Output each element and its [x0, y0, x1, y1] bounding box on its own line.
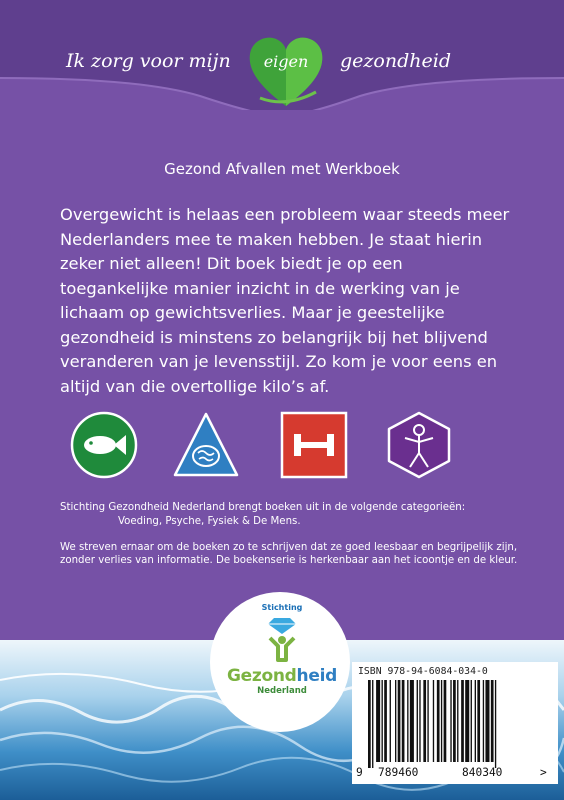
barcode-bar	[372, 680, 373, 768]
barcode	[366, 680, 552, 768]
barcode-bar	[417, 680, 418, 762]
barcode-bar	[477, 680, 480, 762]
barcode-bar	[461, 680, 464, 762]
barcode-bar	[471, 680, 472, 762]
publisher-small: Stichting	[261, 603, 303, 612]
barcode-bar	[433, 680, 434, 762]
barcode-bar	[423, 680, 426, 762]
barcode-bar	[441, 680, 442, 762]
categories-intro: Stichting Gezondheid Nederland brengt boeken uit in de volgende categorieën:	[60, 502, 466, 513]
tagline-right: gezondheid	[340, 50, 451, 72]
publisher-name: Gezondheid	[227, 666, 337, 686]
barcode-bar	[410, 680, 414, 762]
categories-list: Voeding, Psyche, Fysiek & De Mens.	[118, 516, 301, 527]
publisher-sub: Nederland	[257, 686, 307, 696]
publisher-logo-circle	[210, 592, 350, 732]
barcode-bar	[483, 680, 484, 762]
book-title: Gezond Afvallen met Werkboek	[164, 160, 400, 178]
barcode-bar	[465, 680, 469, 762]
barcode-bar	[475, 680, 476, 762]
tagline-heart-word: eigen	[263, 52, 309, 71]
fish-icon	[70, 411, 138, 479]
brain-icon	[172, 411, 240, 479]
barcode-bar	[485, 680, 489, 762]
barcode-digit-first: 9	[356, 766, 363, 779]
barcode-bar	[491, 680, 494, 762]
barcode-bar	[398, 680, 401, 762]
barcode-digits-right: 840340	[462, 766, 503, 779]
barcode-bar	[407, 680, 408, 762]
book-blurb: Overgewicht is helaas een probleem waar steeds meer Nederlanders mee te maken hebben. Je staat hierin zeker niet alleen! Dit boek biedt je op een toegankelijke manier inzicht in de werking van je lichaam op gewichtsverlies. Maar je geestelijke gezondheid is minstens zo belangrijk bij het blijvend veranderen van je levensstijl. Zo kom je voor eens en altijd van die overtollige kilo’s af.	[60, 205, 510, 396]
barcode-digits-left: 789460	[378, 766, 419, 779]
barcode-bar	[382, 680, 383, 762]
isbn-label: ISBN 978-94-6084-034-0	[358, 666, 488, 677]
barcode-bar	[437, 680, 440, 762]
barcode-bar	[427, 680, 428, 762]
barcode-bar	[444, 680, 447, 762]
barcode-bar	[368, 680, 371, 768]
barcode-bar	[384, 680, 387, 762]
barcode-bar	[457, 680, 458, 762]
tagline-left: Ik zorg voor mijn	[66, 50, 231, 72]
barcode-bar	[419, 680, 420, 762]
barcode-bar	[376, 680, 380, 762]
barcode-bar	[402, 680, 405, 762]
diamond-person-icon	[264, 616, 300, 662]
barcode-addon: >	[540, 766, 547, 779]
barcode-bar	[453, 680, 456, 762]
heart-icon	[246, 32, 326, 112]
dumbbell-icon	[280, 411, 348, 479]
series-note: We streven ernaar om de boeken zo te schrijven dat ze goed leesbaar en begrijpelijk zijn, zonder verlies van informatie. De boekenserie is herkenbaar aan het icoontje en de kleur.	[60, 542, 518, 566]
barcode-bar	[450, 680, 451, 762]
barcode-bar	[395, 680, 396, 762]
barcode-bar	[495, 680, 496, 768]
person-icon	[385, 411, 453, 479]
barcode-bar	[390, 680, 391, 762]
